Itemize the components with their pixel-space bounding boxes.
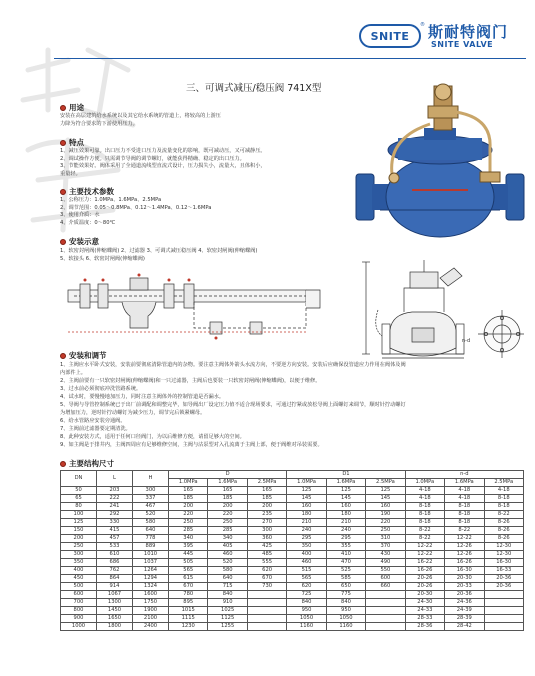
table-cell: 220 bbox=[366, 519, 405, 527]
table-cell: 210 bbox=[326, 519, 365, 527]
table-cell: 125 bbox=[326, 487, 365, 495]
valve-product-image bbox=[352, 78, 528, 254]
table-cell: 430 bbox=[366, 551, 405, 559]
table-cell: 185 bbox=[208, 495, 247, 503]
table-cell: 950 bbox=[287, 607, 326, 615]
table-cell: 615 bbox=[169, 575, 208, 583]
table-cell bbox=[366, 591, 405, 599]
table-cell: 24-39 bbox=[445, 607, 484, 615]
table-cell: 100 bbox=[61, 511, 97, 519]
table-cell: 350 bbox=[61, 559, 97, 567]
table-cell: 775 bbox=[326, 591, 365, 599]
table-cell: 670 bbox=[169, 583, 208, 591]
table-cell: 533 bbox=[97, 543, 133, 551]
table-cell: 360 bbox=[247, 535, 286, 543]
table-row bbox=[61, 599, 524, 607]
table-cell: 8-18 bbox=[405, 519, 444, 527]
table-row bbox=[61, 487, 524, 495]
table-cell: 200 bbox=[247, 503, 286, 511]
table-cell: 400 bbox=[287, 551, 326, 559]
installation-layout-diagram bbox=[60, 272, 332, 342]
table-cell: 600 bbox=[61, 591, 97, 599]
col-subheader-pressure: 1.6MPa bbox=[445, 479, 484, 487]
table-cell: 520 bbox=[133, 511, 169, 519]
table-cell: 620 bbox=[247, 567, 286, 575]
table-cell: 8-22 bbox=[405, 535, 444, 543]
table-row bbox=[61, 503, 524, 511]
table-cell: 620 bbox=[287, 583, 326, 591]
col-subheader-pressure: 1.0MPa bbox=[169, 479, 208, 487]
table-row bbox=[61, 583, 524, 591]
table-row bbox=[61, 527, 524, 535]
table-cell: 1900 bbox=[133, 607, 169, 615]
table-cell: 400 bbox=[61, 567, 97, 575]
col-subheader-pressure: 2.5MPa bbox=[366, 479, 405, 487]
table-cell: 12-26 bbox=[445, 551, 484, 559]
bullet-icon bbox=[60, 461, 66, 467]
table-cell: 800 bbox=[61, 607, 97, 615]
table-cell: 337 bbox=[133, 495, 169, 503]
table-cell: 4-18 bbox=[445, 495, 484, 503]
table-cell: 240 bbox=[326, 527, 365, 535]
table-cell: 250 bbox=[366, 527, 405, 535]
table-cell bbox=[366, 607, 405, 615]
table-cell: 762 bbox=[97, 567, 133, 575]
table-cell: 285 bbox=[208, 527, 247, 535]
table-cell: 670 bbox=[247, 575, 286, 583]
table-cell: 525 bbox=[326, 567, 365, 575]
table-cell: 20-36 bbox=[484, 583, 524, 591]
table-cell: 2100 bbox=[133, 615, 169, 623]
table-cell: 125 bbox=[287, 487, 326, 495]
table-cell: 28-39 bbox=[445, 615, 484, 623]
bullet-icon bbox=[60, 140, 66, 146]
features-text: 1、减压效果可靠。出口压力不受进口压力及流量变化的影响，既可减动压，又可减静压。 2、调试操作方便。只需调节导阀的调节螺钉，就能获得精确、稳定的出口压力。 3、节能效果好。阀体采用了全通道流线型直流式设计，压力损失小，流量大，且体积小， 重量轻。 bbox=[60, 148, 266, 177]
table-cell: 1050 bbox=[287, 615, 326, 623]
bullet-icon bbox=[60, 353, 66, 359]
table-cell: 585 bbox=[326, 575, 365, 583]
table-cell: 580 bbox=[133, 519, 169, 527]
table-row bbox=[61, 575, 524, 583]
table-cell: 1125 bbox=[208, 615, 247, 623]
table-cell: 1160 bbox=[326, 623, 365, 631]
table-cell: 16-26 bbox=[405, 567, 444, 575]
table-cell: 640 bbox=[208, 575, 247, 583]
installation-text: 1、主阀应水平卧式安装，安装前要彻底清除管道内的杂物。要注意主阀体外箭头水流方向，不要逆方向安装。安装后应确保没管道应力作用在阀体及阀 内部件上。 2、主阀前要有一只软密封闸阀(伸缩蝶阀)和一只过滤器，主阀后也要装一只软密封闸阀(伸缩蝶阀)，以便于维修。 3、过水前必须彻底冲洗管路系统。 4、试水时，要慢慢地加压力，同时注意主阀体外的控制管道是否漏水。 5、导阀与导管控制系统已于出厂前调配和调整完毕，如导阀出厂设定压力值不适合现场要求，可通过拧紧或放松导阀上面螺钉来调节，顺时针拧动螺钉 为增加压力，逆时针拧动螺钉为减少压力，调节完后锁紧螺母。 6、给水管路应安装旁通阀。 7、主阀前过滤器要定期清洗。 8、此种安装方式，适用于任何口径阀门，为以后维修方便，请留足够大的空间。 9、如主阀是于排井内，主阀四周应有足够维修空间，主阀与沽泵型对入孔流离于主阀上部，便于阀维对吊装需要。 bbox=[60, 362, 406, 448]
table-cell: 900 bbox=[61, 615, 97, 623]
col-subheader-pressure: 1.0MPa bbox=[405, 479, 444, 487]
table-cell: 12-30 bbox=[484, 551, 524, 559]
table-cell: 1115 bbox=[169, 615, 208, 623]
table-cell: 610 bbox=[97, 551, 133, 559]
table-cell: 1025 bbox=[208, 607, 247, 615]
table-cell: 1650 bbox=[97, 615, 133, 623]
bullet-icon bbox=[60, 239, 66, 245]
table-cell bbox=[247, 599, 286, 607]
table-cell: 24-36 bbox=[445, 599, 484, 607]
table-cell: 292 bbox=[97, 511, 133, 519]
table-cell: 180 bbox=[287, 511, 326, 519]
table-cell: 20-33 bbox=[445, 583, 484, 591]
table-cell: 457 bbox=[97, 535, 133, 543]
table-cell: 150 bbox=[61, 527, 97, 535]
table-cell: 16-22 bbox=[405, 559, 444, 567]
table-row bbox=[61, 615, 524, 623]
table-row bbox=[61, 511, 524, 519]
table-cell: 1000 bbox=[61, 623, 97, 631]
table-cell: 725 bbox=[287, 591, 326, 599]
table-cell: 340 bbox=[208, 535, 247, 543]
table-cell: 445 bbox=[169, 551, 208, 559]
table-cell: 8-26 bbox=[484, 535, 524, 543]
table-cell: 660 bbox=[366, 583, 405, 591]
table-cell: 125 bbox=[366, 487, 405, 495]
table-cell: 250 bbox=[169, 519, 208, 527]
table-cell: 415 bbox=[97, 527, 133, 535]
table-cell: 220 bbox=[208, 511, 247, 519]
table-cell: 200 bbox=[61, 535, 97, 543]
table-row bbox=[61, 495, 524, 503]
table-cell: 467 bbox=[133, 503, 169, 511]
table-cell: 2400 bbox=[133, 623, 169, 631]
table-cell: 28-36 bbox=[405, 623, 444, 631]
table-header-row bbox=[61, 471, 524, 479]
table-cell: 8-22 bbox=[405, 527, 444, 535]
table-cell: 145 bbox=[366, 495, 405, 503]
table-cell: 160 bbox=[366, 503, 405, 511]
table-cell: 580 bbox=[208, 567, 247, 575]
table-cell: 1230 bbox=[169, 623, 208, 631]
table-cell: 12-26 bbox=[445, 543, 484, 551]
table-row bbox=[61, 519, 524, 527]
table-cell: 12-22 bbox=[405, 551, 444, 559]
table-cell: 145 bbox=[326, 495, 365, 503]
brand-logo bbox=[359, 24, 421, 48]
table-cell: 241 bbox=[97, 503, 133, 511]
table-cell: 8-18 bbox=[484, 495, 524, 503]
table-cell: 780 bbox=[169, 591, 208, 599]
table-cell: 650 bbox=[326, 583, 365, 591]
table-cell: 16-30 bbox=[445, 567, 484, 575]
col-subheader-pressure: 2.5MPa bbox=[484, 479, 524, 487]
table-cell bbox=[247, 623, 286, 631]
table-cell: 295 bbox=[287, 535, 326, 543]
table-cell: 700 bbox=[61, 599, 97, 607]
table-cell: 8-18 bbox=[405, 511, 444, 519]
table-cell: 1294 bbox=[133, 575, 169, 583]
table-cell: 210 bbox=[287, 519, 326, 527]
table-cell: 250 bbox=[61, 543, 97, 551]
bullet-icon bbox=[60, 189, 66, 195]
page-title: 三、可调式减压/稳压阀 741X型 bbox=[186, 83, 322, 94]
col-subheader-pressure: 1.6MPa bbox=[208, 479, 247, 487]
table-row bbox=[61, 535, 524, 543]
table-cell bbox=[484, 607, 524, 615]
table-cell: 1015 bbox=[169, 607, 208, 615]
table-cell: 520 bbox=[208, 559, 247, 567]
table-cell: 8-22 bbox=[445, 527, 484, 535]
table-cell: 300 bbox=[247, 527, 286, 535]
table-cell: 730 bbox=[247, 583, 286, 591]
table-cell: 16-30 bbox=[484, 559, 524, 567]
table-cell: 20-36 bbox=[445, 591, 484, 599]
table-cell: 686 bbox=[97, 559, 133, 567]
table-cell bbox=[484, 623, 524, 631]
table-cell: 515 bbox=[287, 567, 326, 575]
params-text: 1、公称压力：1.0MPa、1.6MPa、2.5MPa 2、调节范围：0.05～0.8MPa、0.12～1.4MPa、0.12～1.6MPa 3、使用介质：水 4、介质温度：0～80℃ bbox=[60, 197, 212, 226]
table-cell: 16-26 bbox=[445, 559, 484, 567]
valve-cross-section-drawing bbox=[352, 258, 524, 362]
table-cell: 310 bbox=[366, 535, 405, 543]
table-cell: 395 bbox=[169, 543, 208, 551]
table-cell: 4-18 bbox=[405, 487, 444, 495]
table-cell: 20-30 bbox=[445, 575, 484, 583]
table-cell: 910 bbox=[208, 599, 247, 607]
table-cell: 8-18 bbox=[445, 503, 484, 511]
col-header-d: D bbox=[169, 471, 287, 479]
table-cell: 550 bbox=[366, 567, 405, 575]
table-cell: 20-30 bbox=[405, 591, 444, 599]
table-cell: 12-22 bbox=[405, 543, 444, 551]
bullet-icon bbox=[60, 105, 66, 111]
table-cell: 490 bbox=[366, 559, 405, 567]
table-cell: 190 bbox=[366, 511, 405, 519]
col-header-dn: DN bbox=[61, 471, 97, 487]
table-cell: 295 bbox=[326, 535, 365, 543]
table-cell bbox=[366, 615, 405, 623]
table-cell: 840 bbox=[208, 591, 247, 599]
table-cell: 65 bbox=[61, 495, 97, 503]
table-cell: 600 bbox=[366, 575, 405, 583]
table-cell: 160 bbox=[287, 503, 326, 511]
table-cell bbox=[247, 615, 286, 623]
table-cell: 180 bbox=[326, 511, 365, 519]
table-cell: 565 bbox=[287, 575, 326, 583]
table-cell: 1324 bbox=[133, 583, 169, 591]
table-cell bbox=[484, 591, 524, 599]
table-cell: 20-26 bbox=[405, 583, 444, 591]
table-cell: 914 bbox=[97, 583, 133, 591]
table-row bbox=[61, 623, 524, 631]
table-cell: 220 bbox=[169, 511, 208, 519]
table-cell: 1037 bbox=[133, 559, 169, 567]
table-cell: 640 bbox=[133, 527, 169, 535]
table-cell: 185 bbox=[247, 495, 286, 503]
table-cell: 425 bbox=[247, 543, 286, 551]
table-cell: 20-36 bbox=[484, 575, 524, 583]
table-cell: 8-18 bbox=[445, 519, 484, 527]
section-usage-heading: 用途 bbox=[60, 102, 84, 113]
table-cell: 715 bbox=[208, 583, 247, 591]
header-divider bbox=[54, 58, 526, 59]
section-features-heading: 特点 bbox=[60, 137, 84, 148]
section-dimensions-heading: 主要结构尺寸 bbox=[60, 458, 114, 469]
table-cell bbox=[484, 599, 524, 607]
table-cell: 460 bbox=[208, 551, 247, 559]
table-cell: 12-22 bbox=[445, 535, 484, 543]
brand-logo-text: SNITE bbox=[370, 29, 410, 43]
table-cell: 80 bbox=[61, 503, 97, 511]
dimensions-table bbox=[60, 470, 524, 631]
table-cell: 500 bbox=[61, 583, 97, 591]
table-cell: 889 bbox=[133, 543, 169, 551]
table-cell: 778 bbox=[133, 535, 169, 543]
section-install-diagram-heading: 安装示意 bbox=[60, 236, 99, 247]
table-cell: 8-18 bbox=[405, 503, 444, 511]
col-subheader-pressure: 1.6MPa bbox=[326, 479, 365, 487]
table-cell: 340 bbox=[169, 535, 208, 543]
table-cell: 840 bbox=[326, 599, 365, 607]
table-cell: 300 bbox=[61, 551, 97, 559]
col-header-d1: D1 bbox=[287, 471, 405, 479]
table-cell: 125 bbox=[61, 519, 97, 527]
nd-callout-label: n-d bbox=[462, 338, 471, 344]
table-cell bbox=[247, 607, 286, 615]
table-cell bbox=[366, 623, 405, 631]
table-row bbox=[61, 607, 524, 615]
table-cell: 285 bbox=[169, 527, 208, 535]
table-cell: 4-18 bbox=[445, 487, 484, 495]
table-cell: 185 bbox=[169, 495, 208, 503]
brand-name-en: SNITE VALVE bbox=[431, 40, 494, 49]
table-row bbox=[61, 567, 524, 575]
table-cell: 1050 bbox=[326, 615, 365, 623]
table-body bbox=[61, 487, 524, 631]
table-row bbox=[61, 551, 524, 559]
table-cell: 555 bbox=[247, 559, 286, 567]
table-cell: 1264 bbox=[133, 567, 169, 575]
table-cell: 485 bbox=[247, 551, 286, 559]
col-header-l: L bbox=[97, 471, 133, 487]
col-header-nd: n-d bbox=[405, 471, 523, 479]
table-cell: 250 bbox=[208, 519, 247, 527]
table-cell: 165 bbox=[169, 487, 208, 495]
table-cell: 270 bbox=[247, 519, 286, 527]
table-cell: 350 bbox=[287, 543, 326, 551]
table-cell: 410 bbox=[326, 551, 365, 559]
section-params-heading: 主要技术参数 bbox=[60, 186, 114, 197]
table-cell bbox=[366, 599, 405, 607]
table-cell: 300 bbox=[133, 487, 169, 495]
table-row bbox=[61, 591, 524, 599]
table-cell: 330 bbox=[97, 519, 133, 527]
table-cell: 200 bbox=[169, 503, 208, 511]
table-cell: 8-18 bbox=[445, 511, 484, 519]
col-subheader-pressure: 2.5MPa bbox=[247, 479, 286, 487]
table-cell: 165 bbox=[247, 487, 286, 495]
table-cell: 355 bbox=[326, 543, 365, 551]
table-cell: 24-33 bbox=[405, 607, 444, 615]
usage-text: 安装在高层建筑给水系统以及其它给水系统的管道上，将较高的上游压 力降为符合要求的下游使用压力。 bbox=[60, 113, 221, 127]
table-cell: 1255 bbox=[208, 623, 247, 631]
table-cell: 405 bbox=[208, 543, 247, 551]
table-cell: 460 bbox=[287, 559, 326, 567]
section-installation-heading: 安装和调节 bbox=[60, 350, 107, 361]
table-cell: 240 bbox=[287, 527, 326, 535]
col-header-h: H bbox=[133, 471, 169, 487]
table-cell: 222 bbox=[97, 495, 133, 503]
table-cell: 4-18 bbox=[405, 495, 444, 503]
table-cell: 840 bbox=[287, 599, 326, 607]
col-subheader-pressure: 1.0MPa bbox=[287, 479, 326, 487]
table-cell bbox=[484, 615, 524, 623]
table-cell: 1010 bbox=[133, 551, 169, 559]
table-cell: 8-26 bbox=[484, 519, 524, 527]
table-cell: 895 bbox=[169, 599, 208, 607]
table-row bbox=[61, 559, 524, 567]
table-cell: 145 bbox=[287, 495, 326, 503]
table-cell: 12-30 bbox=[484, 543, 524, 551]
table-cell: 8-22 bbox=[484, 511, 524, 519]
table-cell: 203 bbox=[97, 487, 133, 495]
table-cell: 28-42 bbox=[445, 623, 484, 631]
table-cell: 450 bbox=[61, 575, 97, 583]
table-cell: 1750 bbox=[133, 599, 169, 607]
table-cell: 28-33 bbox=[405, 615, 444, 623]
table-cell: 200 bbox=[208, 503, 247, 511]
table-cell: 370 bbox=[366, 543, 405, 551]
table-cell: 16-33 bbox=[484, 567, 524, 575]
table-cell: 950 bbox=[326, 607, 365, 615]
table-cell: 8-26 bbox=[484, 527, 524, 535]
table-cell: 1600 bbox=[133, 591, 169, 599]
table-cell: 505 bbox=[169, 559, 208, 567]
table-cell: 1450 bbox=[97, 607, 133, 615]
table-cell: 50 bbox=[61, 487, 97, 495]
table-cell: 160 bbox=[326, 503, 365, 511]
table-cell: 1800 bbox=[97, 623, 133, 631]
table-cell: 8-18 bbox=[484, 503, 524, 511]
install-diagram-caption: 1、软密封闸阀(伸缩蝶阀) 2、过滤器 3、可调式减压稳压阀 4、软密封闸阀(伸缩蝶阀) 5、软接头 6、软密封闸阀(伸缩蝶阀) bbox=[60, 248, 258, 262]
table-cell: 4-18 bbox=[484, 487, 524, 495]
table-cell: 470 bbox=[326, 559, 365, 567]
table-cell: 1067 bbox=[97, 591, 133, 599]
table-cell: 24-30 bbox=[405, 599, 444, 607]
table-cell: 565 bbox=[169, 567, 208, 575]
table-cell bbox=[247, 591, 286, 599]
table-cell: 1160 bbox=[287, 623, 326, 631]
table-row bbox=[61, 543, 524, 551]
table-cell: 235 bbox=[247, 511, 286, 519]
brand-name-cn: 斯耐特阀门 bbox=[428, 23, 509, 41]
table-cell: 1300 bbox=[97, 599, 133, 607]
table-cell: 864 bbox=[97, 575, 133, 583]
table-cell: 20-26 bbox=[405, 575, 444, 583]
registered-mark: ® bbox=[420, 22, 425, 28]
table-cell: 165 bbox=[208, 487, 247, 495]
